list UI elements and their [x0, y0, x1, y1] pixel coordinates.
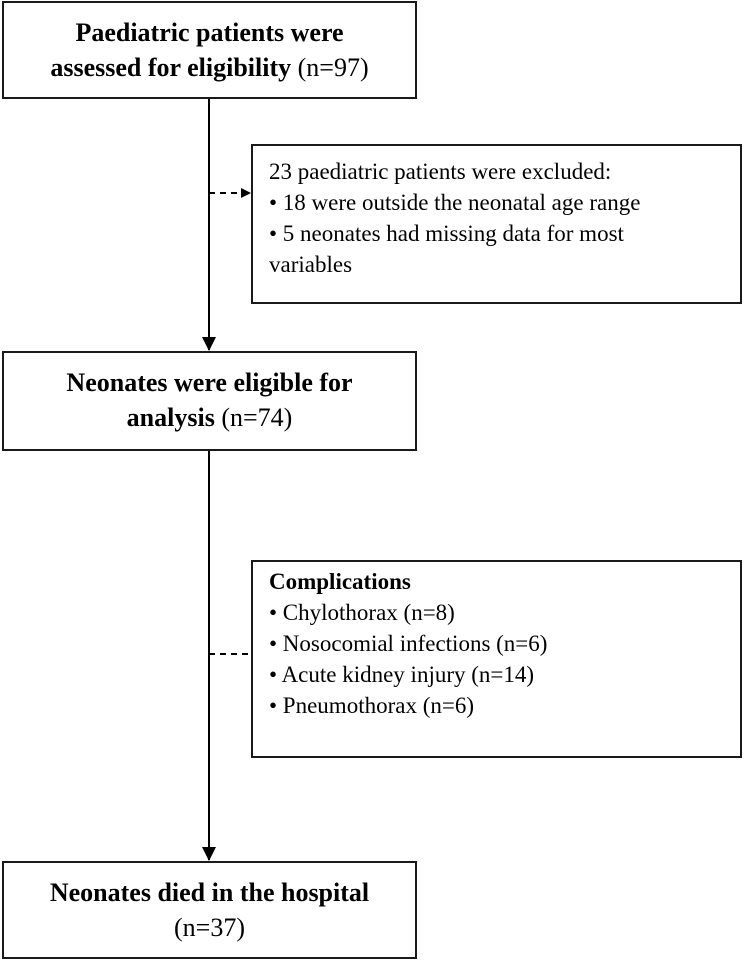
excluded-item: • 5 neonates had missing data for most: [269, 221, 624, 246]
died-box: [2, 861, 417, 959]
assessed-line1: Paediatric patients were: [75, 18, 344, 47]
eligible-count: (n=74): [221, 403, 293, 432]
complication-item: • Pneumothorax (n=6): [269, 693, 474, 718]
died-count: (n=37): [174, 913, 245, 942]
complications-title: Complications: [269, 569, 411, 594]
excluded-title: 23 paediatric patients were excluded:: [269, 159, 612, 184]
assessed-count: (n=97): [297, 53, 369, 82]
excluded-item: variables: [269, 252, 353, 277]
eligible-line2: analysis: [126, 403, 215, 432]
eligible-box: [2, 351, 417, 451]
assessed-box: [2, 1, 417, 99]
excluded-box: [251, 144, 742, 304]
complication-item: • Nosocomial infections (n=6): [269, 631, 548, 656]
excluded-item: • 18 were outside the neonatal age range: [269, 190, 641, 215]
complication-item: • Chylothorax (n=8): [269, 600, 455, 625]
died-line1: Neonates died in the hospital: [49, 878, 370, 907]
complications-box: [251, 560, 742, 758]
assessed-line2: assessed for eligibility: [50, 53, 292, 82]
eligible-line1: Neonates were eligible for: [66, 368, 353, 397]
complication-item: • Acute kidney injury (n=14): [269, 662, 535, 687]
